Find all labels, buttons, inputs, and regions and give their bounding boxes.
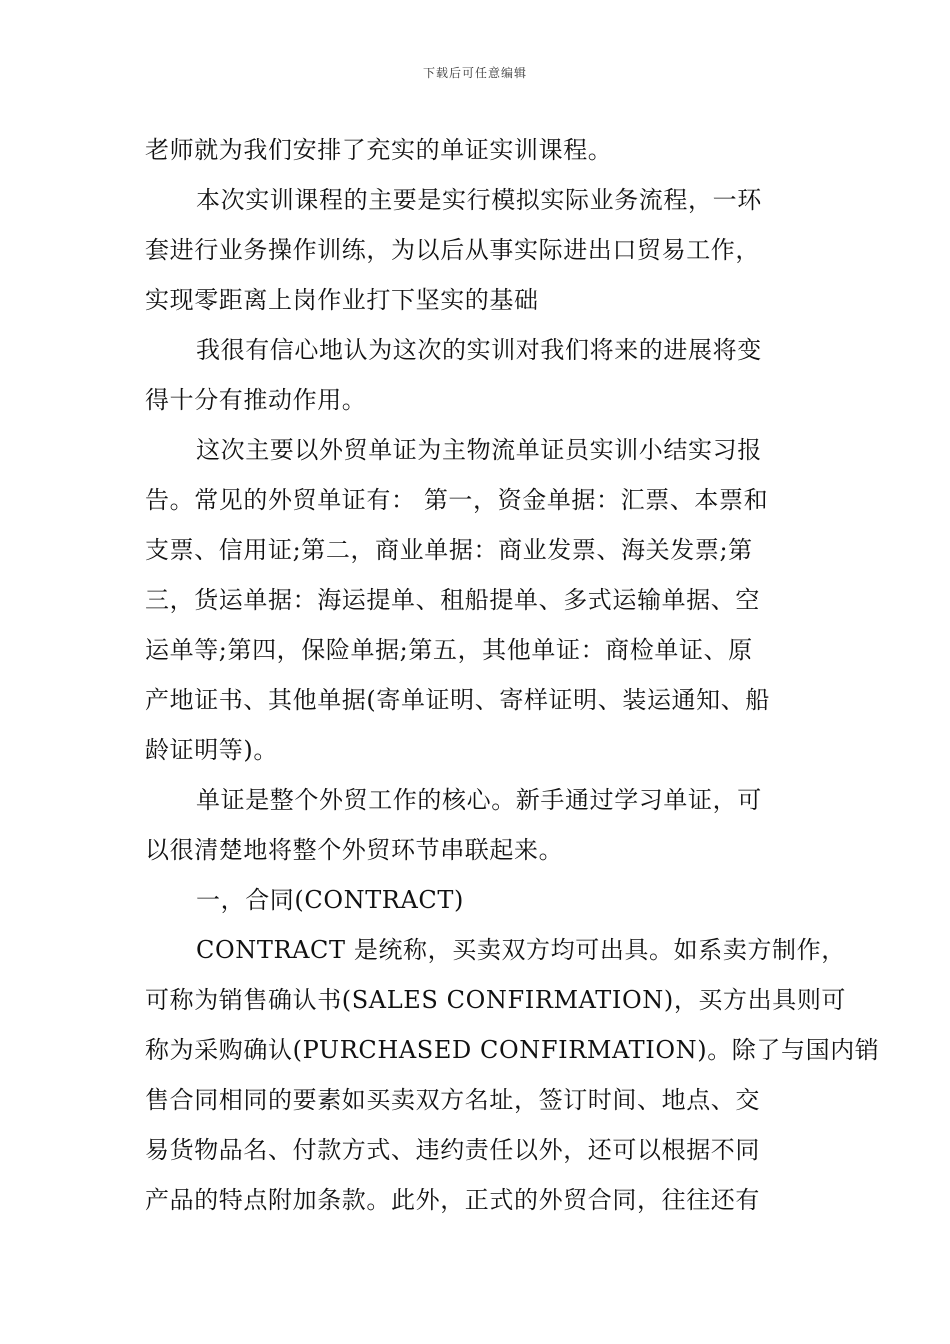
text-line: 我很有信心地认为这次的实训对我们将来的进展将变 <box>196 336 762 364</box>
text-line: 实现零距离上岗作业打下坚实的基础 <box>145 286 539 314</box>
text-line: 称为采购确认(PURCHASED CONFIRMATION)。除了与国内销 <box>145 1036 880 1064</box>
text-line: 老师就为我们安排了充实的单证实训课程。 <box>145 136 613 164</box>
text-line: 可称为销售确认书(SALES CONFIRMATION)，买方出具则可 <box>145 986 847 1014</box>
text-line: 产地证书、其他单据(寄单证明、寄样证明、装运通知、船 <box>145 686 770 714</box>
text-line: 支票、信用证;第二，商业单据：商业发票、海关发票;第 <box>145 536 753 564</box>
text-line: 易货物品名、付款方式、违约责任以外，还可以根据不同 <box>145 1136 760 1164</box>
text-line: 套进行业务操作训练，为以后从事实际进出口贸易工作， <box>145 236 760 264</box>
text-line: 三，货运单据：海运提单、租船提单、多式运输单据、空 <box>145 586 760 614</box>
text-line: 运单等;第四，保险单据;第五，其他单证：商检单证、原 <box>145 636 753 664</box>
text-line: 龄证明等)。 <box>145 736 278 764</box>
text-line: 产品的特点附加条款。此外，正式的外贸合同，往往还有 <box>145 1186 760 1214</box>
text-line: 得十分有推动作用。 <box>145 386 367 414</box>
section-heading: 一，合同(CONTRACT) <box>196 886 464 914</box>
text-line: 告。常见的外贸单证有： 第一，资金单据：汇票、本票和 <box>145 486 769 514</box>
text-line: CONTRACT 是统称，买卖双方均可出具。如系卖方制作， <box>196 936 846 964</box>
text-line: 本次实训课程的主要是实行模拟实际业务流程，一环 <box>196 186 762 214</box>
text-line: 单证是整个外贸工作的核心。新手通过学习单证，可 <box>196 786 762 814</box>
page-header: 下载后可任意编辑 <box>422 66 527 80</box>
text-line: 售合同相同的要素如买卖双方名址，签订时间、地点、交 <box>145 1086 760 1114</box>
text-line: 这次主要以外贸单证为主物流单证员实训小结实习报 <box>196 436 762 464</box>
text-line: 以很清楚地将整个外贸环节串联起来。 <box>145 836 564 864</box>
